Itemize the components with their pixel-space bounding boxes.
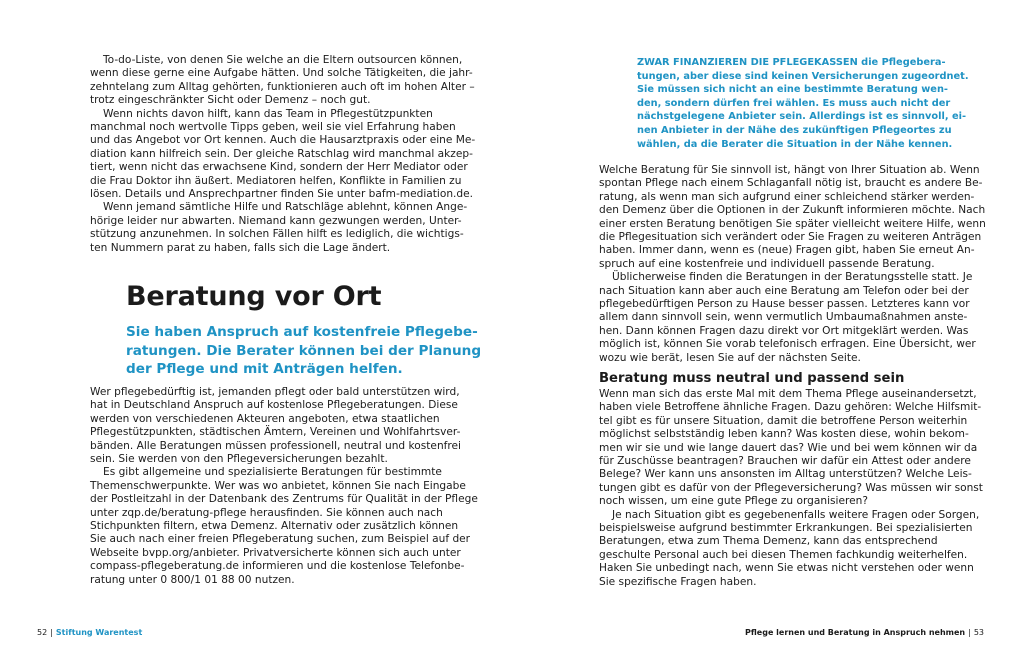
text-line: tel gibt es für unsere Situation, damit die betroffene Person weiterhin [599,414,968,427]
text-line: men wir sie und wie lange dauert das? Wie und bei wem können wir da [599,441,978,454]
text-line: Themenschwerpunkte. Wer was wo anbietet, können Sie nach Eingabe [90,479,466,492]
text-line: Belege? Wer kann uns ansonsten im Alltag unterstützen? Welche Leis- [599,468,972,481]
text-line: hen. Dann können Fragen dazu direkt vor Ort mitgeklärt werden. Was [599,324,969,337]
text-line: stützung anzunehmen. In solchen Fällen hilft es lediglich, die wichtigs- [90,228,464,241]
highlight-line: nächstgelegene Anbieter sein. Allerdings ist es sinnvoll, ei- [637,111,967,123]
text-line: beispielsweise aufgrund bestimmter Erkrankungen. Bei spezialisierten [599,522,973,534]
text-line: haben viele Betroffene ähnliche Fragen. Dazu gehören: Welche Hilfsmit- [599,401,982,414]
running-title: Pflege lernen und Beratung in Anspruch nehmen [745,628,966,637]
text-line: ten Nummern parat zu haben, falls sich die Lage ändert. [90,241,391,254]
highlight-line: tungen, aber diese sind keinen Versicherungen zugeordnet. [637,70,969,82]
text-line: den Demenz über die Optionen in der Zukunft informieren möchte. Nach [599,204,986,217]
text-line: bänden. Alle Beratungen müssen professionell, neutral und kostenfrei [90,439,461,452]
text-line: pflegebedürftigen Person zu Hause besser passen. Letzteres kann vor [599,298,970,310]
text-line: trotz eingeschränkter Sicht oder Demenz – noch gut. [90,94,371,107]
highlight-line: nen Anbieter in der Nähe des zukünftigen Pflegeortes zu [637,125,952,136]
text-line: Webseite bvpp.org/anbieter. Privatversicherte können sich auch unter [90,546,461,559]
text-line: der Postleitzahl in der Datenbank des Zentrums für Qualität in der Pflege [90,493,478,506]
text-line: und das Angebot vor Ort kennen. Auch die Hausarztpraxis oder eine Me- [90,134,476,147]
text-line: tiert, wenn nicht das erwachsene Kind, sondern der Herr Mediator oder [90,161,468,174]
lead-line: der Pflege und mit Anträgen helfen. [126,361,403,377]
text-line: wenn diese gerne eine Aufgabe hätten. Und solche Tätigkeiten, die jahr- [90,67,473,80]
text-line: Haken Sie unbedingt nach, wenn Sie etwas nicht verstehen oder wenn [599,562,974,575]
section-heading: Beratung vor Ort [126,281,382,312]
text-line: manchmal noch wertvolle Tipps geben, weil sie viel Erfahrung haben [90,121,456,133]
footer-separator: | [50,628,53,637]
text-line: möglichst selbstständig leben kann? Was kosten diese, wohin bekom- [599,428,969,441]
text-line: werden von verschiedenen Akteuren angeboten, etwa staatlichen [90,412,440,425]
text-line: allem dann sinnvoll sein, wenn vermutlich Umbaumaßnahmen anste- [599,311,968,324]
text-line: tungen gibt es dafür von der Pflegeversicherung? Was müssen wir sonst [599,481,983,494]
text-line: ratung unter 0 800/1 01 88 00 nutzen. [90,573,295,586]
lead-line: ratungen. Die Berater können bei der Planung [126,342,482,359]
text-line: geschulte Personal auch bei diesen Themen fachkundig weiterhelfen. [599,548,968,561]
left-footer [37,628,142,637]
text-line: Beratungen, etwa zum Thema Demenz, kann das entsprechend [599,535,938,548]
text-line: Wenn nichts davon hilft, kann das Team in Pflegestützpunkten [103,107,433,120]
text-line: haben. Immer dann, wenn es (neue) Fragen gibt, haben Sie erneut An- [599,244,975,257]
text-line: Pflegestützpunkten, städtischen Ämtern, Vereinen und Wohlfahrtsver- [90,426,461,439]
highlight-line: den, sondern dürfen frei wählen. Es muss auch nicht der [637,97,951,109]
page-number-right: 53 [973,628,984,637]
text-line: möglich ist, können Sie vorab telefonisch erfragen. Eine Übersicht, wer [599,338,976,351]
text-line: Wenn man sich das erste Mal mit dem Thema Pflege auseinandersetzt, [599,388,977,400]
text-line: nach Situation kann aber auch eine Beratung am Telefon oder bei der [599,284,969,297]
text-line: Üblicherweise finden die Beratungen in der Beratungsstelle statt. Je [612,271,973,284]
footer-separator: | [968,628,971,637]
text-line: zehntelang zum Alltag gehörten, funktionieren auch oft im hohen Alter – [90,80,475,93]
text-line: Wer pflegebedürftig ist, jemanden pflegt oder bald unterstützen wird, [90,386,460,398]
text-line: Wenn jemand sämtliche Hilfe und Ratschläge ablehnt, können Ange- [103,201,468,214]
text-line: die Frau Doktor ihn äußert. Mediatoren helfen, Konflikte in Familien zu [90,174,462,187]
highlight-line: Sie müssen sich nicht an eine bestimmte Beratung wen- [637,84,948,96]
text-line: spruch auf eine kostenfreie und individuell passende Beratung. [599,257,935,270]
text-line: noch wissen, um eine gute Pflege zu organisieren? [599,495,868,508]
text-line: Sie auch nach einer freien Pflegeberatung suchen, zum Beispiel auf der [90,533,471,546]
publisher-name: Stiftung Warentest [55,628,143,637]
text-line: compass-pflegeberatung.de informieren und die kostenlose Telefonbe- [90,560,465,573]
highlight-line: ZWAR FINANZIEREN DIE PFLEGEKASSEN die Pflegebera- [637,57,946,68]
text-line: diation kann hilfreich sein. Der gleiche Ratschlag wird manchmal akzep- [90,147,473,160]
text-line: spontan Pflege nach einem Schlaganfall nötig ist, braucht es andere Be- [599,177,983,190]
highlight-line: wählen, da die Berater die Situation in der Nähe kennen. [637,138,953,150]
text-line: hat in Deutschland Anspruch auf kostenlose Pflegeberatungen. Diese [90,399,458,412]
text-line: die Pflegesituation sich verändert oder Sie Fragen zu weiteren Anträgen [599,231,982,243]
text-line: einer ersten Beratung benötigen Sie später vielleicht weitere Hilfe, wenn [599,217,986,230]
page-number-left: 52 [37,628,48,637]
text-line: Welche Beratung für Sie sinnvoll ist, hängt von Ihrer Situation ab. Wenn [599,164,980,176]
text-line: Stichpunkten filtern, etwa Demenz. Alternativ oder zusätzlich können [90,520,459,532]
text-line: unter zqp.de/beratung-pflege herausfinden. Sie können auch nach [90,506,443,519]
text-line: hörige leider nur abwarten. Niemand kann gezwungen werden, Unter- [90,214,462,227]
text-line: lösen. Details und Ansprechpartner finden Sie unter bafm-mediation.de. [90,188,474,200]
text-line: für Zuschüsse beantragen? Brauchen wir dafür ein Attest oder andere [599,455,971,467]
text-line: Es gibt allgemeine und spezialisierte Beratungen für bestimmte [103,466,442,479]
text-line: To-do-Liste, von denen Sie welche an die Eltern outsourcen können, [103,54,463,66]
text-line: ratung, als wenn man sich aufgrund einer schleichend stärker werden- [599,190,975,203]
text-line: Sie spezifische Fragen haben. [599,575,757,588]
lead-line: Sie haben Anspruch auf kostenfreie Pflegebe- [126,324,478,340]
text-line: sein. Sie werden von den Pflegeversicherungen bezahlt. [90,453,388,465]
text-line: Je nach Situation gibt es gegebenenfalls weitere Fragen oder Sorgen, [612,508,980,521]
right-footer [745,628,984,637]
text-line: wozu wie berät, lesen Sie auf der nächsten Seite. [599,351,861,364]
subheading: Beratung muss neutral und passend sein [599,371,905,386]
